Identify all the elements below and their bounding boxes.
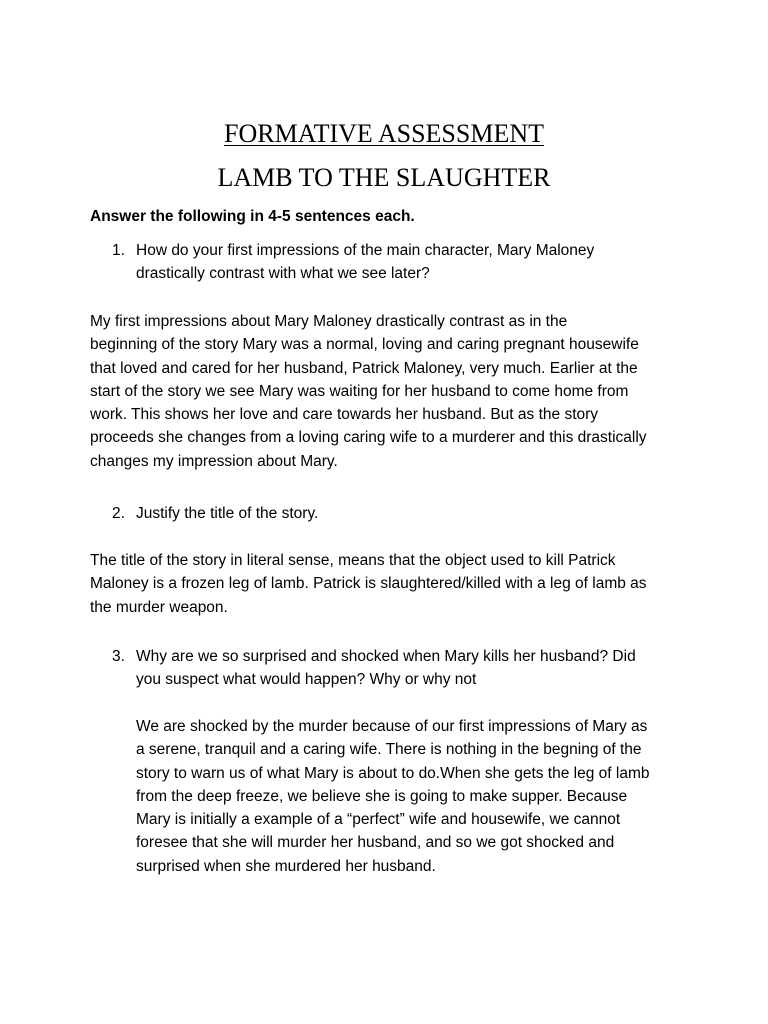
answer-line: foresee that she will murder her husband, and so we got shocked and (136, 834, 615, 852)
question-line: Justify the title of the story. (136, 505, 319, 522)
question-text (136, 645, 636, 692)
document-title: FORMATIVE ASSESSMENT (223, 119, 544, 148)
question-line: you suspect what would happen? Why or why not (136, 671, 477, 689)
question-line: drastically contrast with what we see later? (136, 265, 430, 283)
answer-line: Maloney is a frozen leg of lamb. Patrick is slaughtered/killed with a leg of lamb as (90, 575, 647, 593)
answer-line: Mary is initially a example of a “perfect” wife and housewife, we cannot (136, 811, 621, 829)
answer-line: the murder weapon. (90, 598, 228, 616)
answer-line: My first impressions about Mary Maloney drastically contrast as in the (90, 313, 568, 330)
answer-line: start of the story we see Mary was waiting for her husband to come home from (90, 382, 629, 400)
document-subtitle: LAMB TO THE SLAUGHTER (217, 163, 551, 192)
question-text (136, 502, 318, 525)
answer-line: a serene, tranquil and a caring wife. There is nothing in the begning of the (136, 741, 642, 759)
answer-line: that loved and cared for her husband, Patrick Maloney, very much. Earlier at the (90, 359, 638, 377)
answer-line: proceeds she changes from a loving caring wife to a murderer and this drastically (90, 429, 647, 447)
answer-line: story to warn us of what Mary is about to do.When she gets the leg of lamb (136, 764, 650, 782)
answer-3 (136, 715, 649, 878)
answer-line: work. This shows her love and care towards her husband. But as the story (90, 406, 599, 424)
answer-line: beginning of the story Mary was a normal, loving and caring pregnant housewife (90, 336, 639, 354)
answer-line: The title of the story in literal sense, means that the object used to kill Patrick (90, 552, 616, 569)
answer-line: from the deep freeze, we believe she is going to make supper. Because (136, 787, 628, 805)
answer-line: We are shocked by the murder because of our first impressions of Mary as (136, 718, 648, 735)
answer-line: surprised when she murdered her husband. (136, 857, 436, 875)
answer-1 (90, 310, 647, 473)
question-line: How do your first impressions of the main character, Mary Maloney (136, 242, 595, 259)
question-number: 1. (112, 242, 125, 259)
answer-line: changes my impression about Mary. (90, 452, 338, 470)
question-number: 2. (112, 505, 125, 522)
question-text (136, 239, 594, 286)
question-line: Why are we so surprised and shocked when Mary kills her husband? Did (136, 648, 636, 665)
question-number: 3. (112, 648, 125, 665)
instruction-text: Answer the following in 4-5 sentences each. (90, 208, 415, 225)
answer-2 (90, 549, 647, 619)
